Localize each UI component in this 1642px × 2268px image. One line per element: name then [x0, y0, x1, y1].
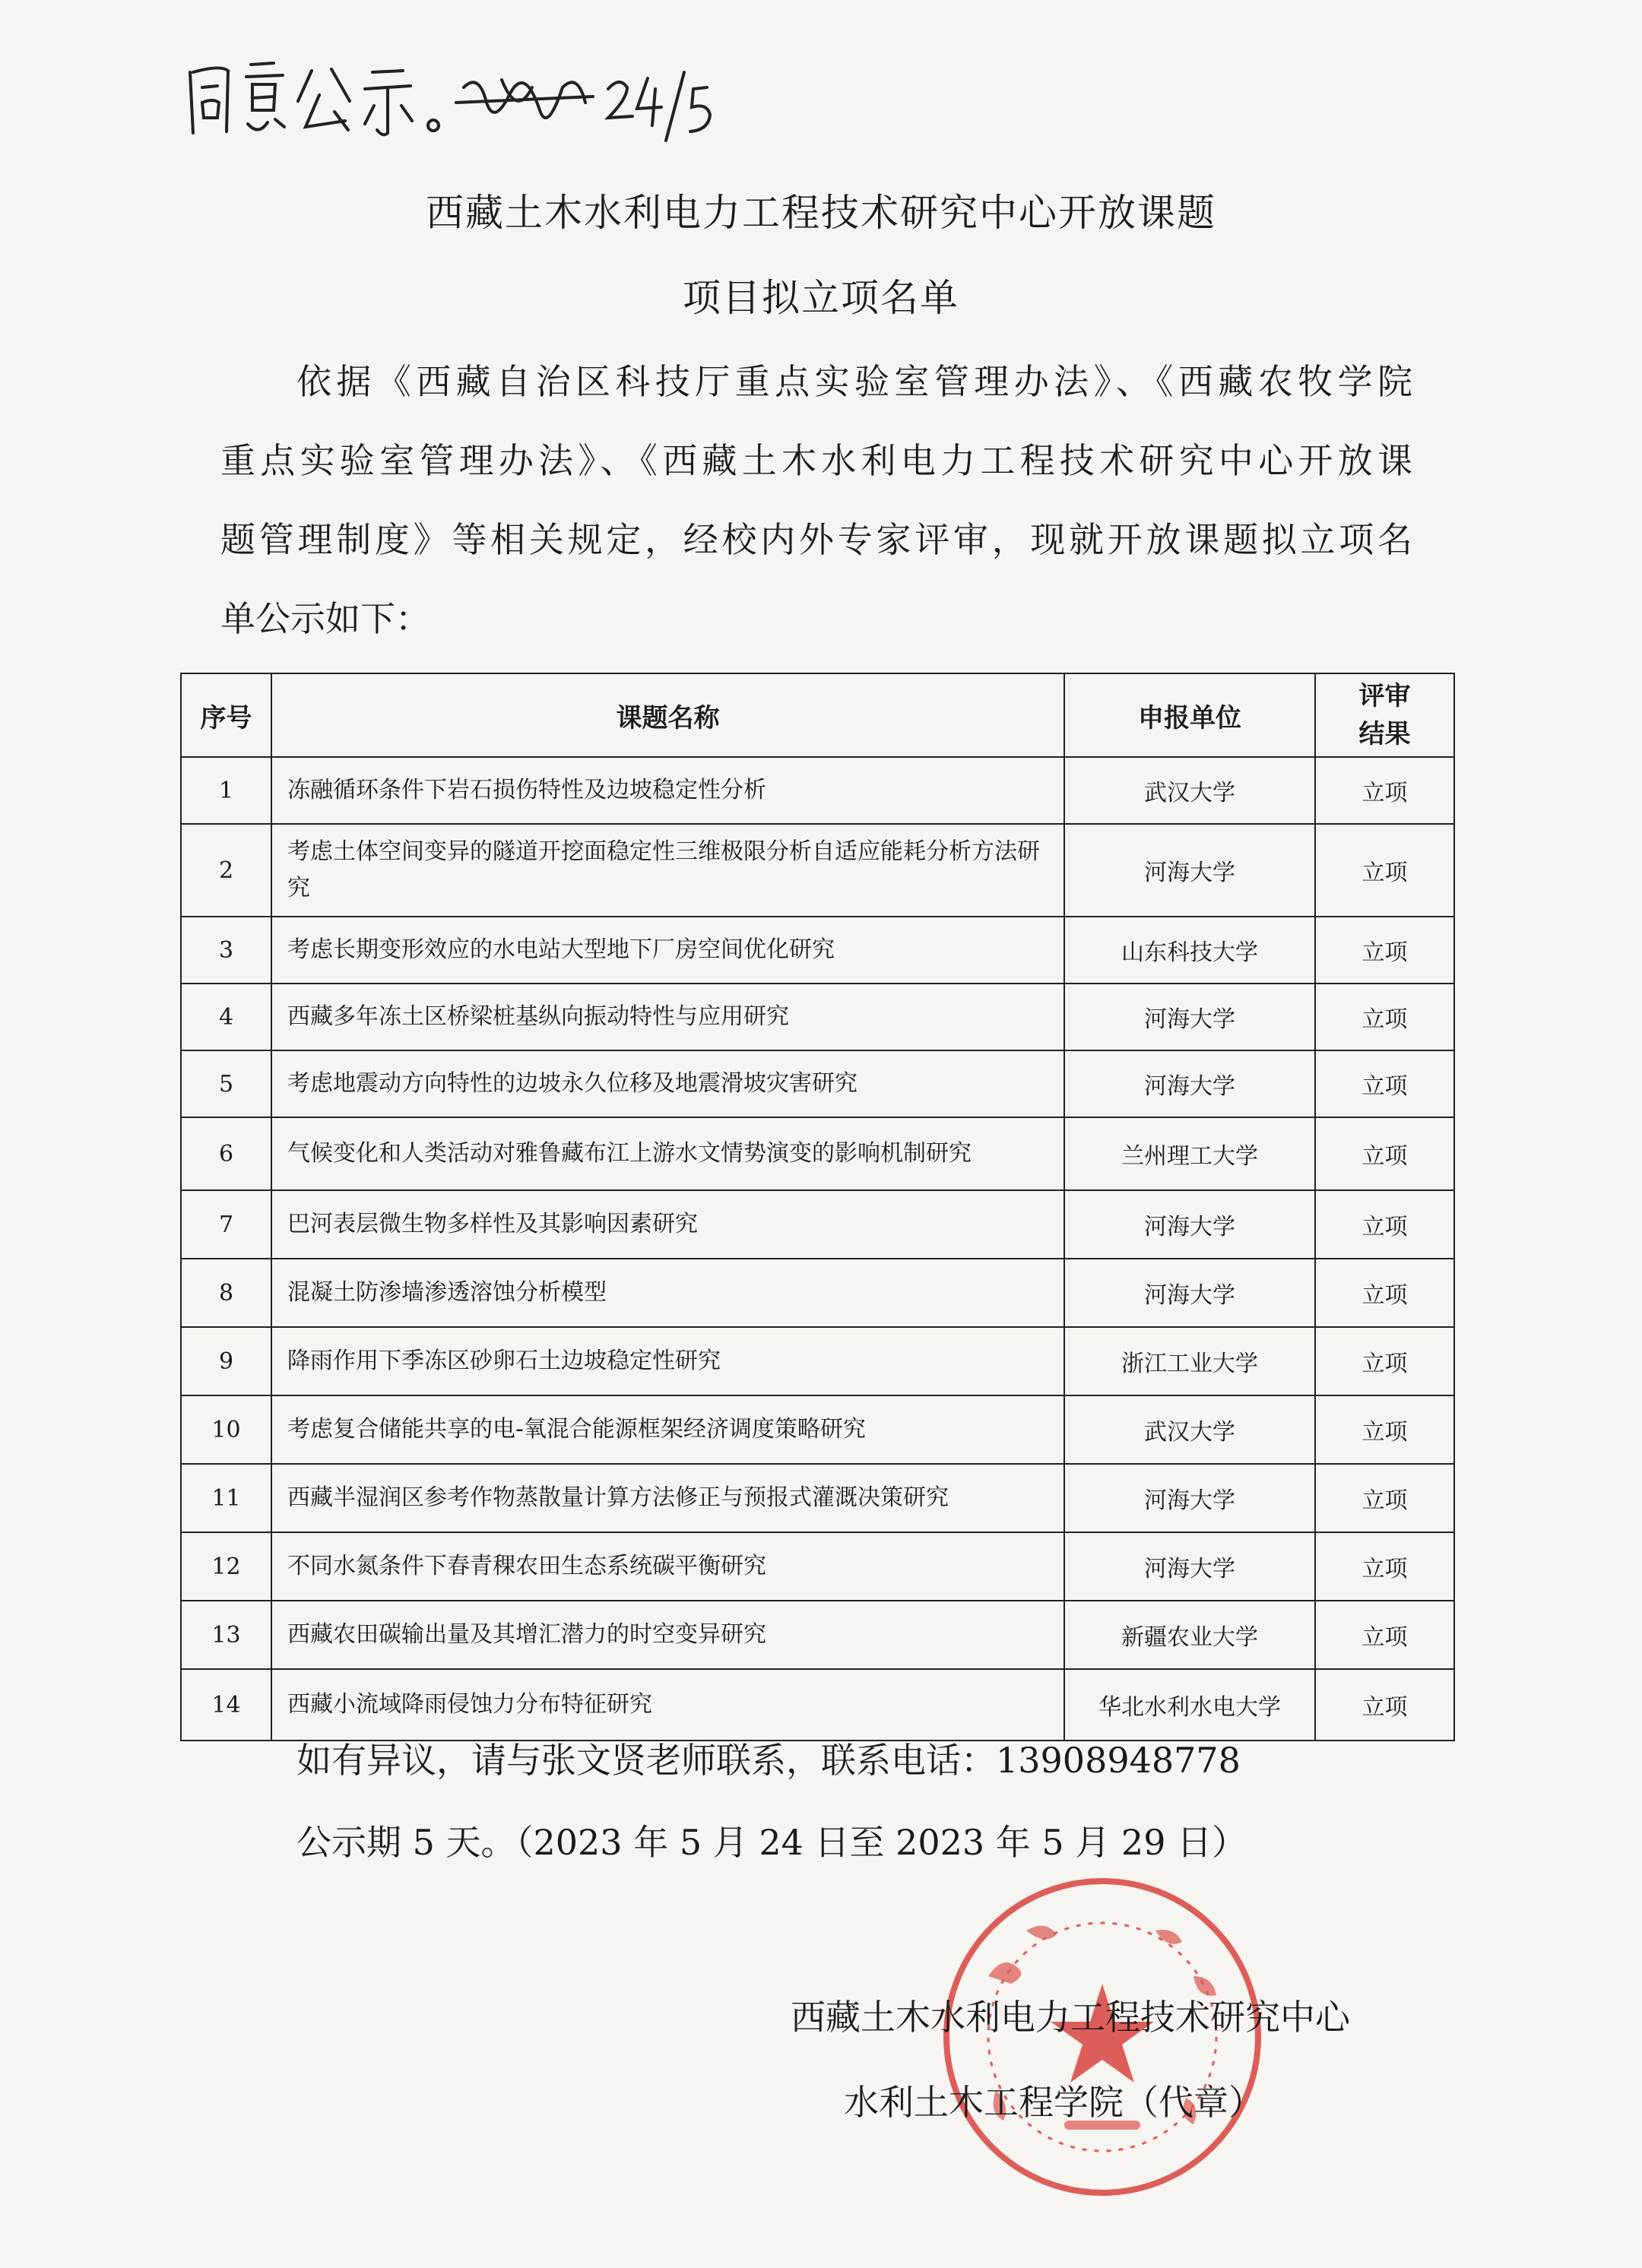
row-project-name: 混凝土防渗墙渗透溶蚀分析模型: [271, 1259, 1064, 1327]
row-project-name: 降雨作用下季冻区砂卵石土边坡稳定性研究: [271, 1327, 1064, 1395]
row-review-result: 立项: [1315, 1117, 1454, 1190]
row-index: 4: [181, 984, 271, 1050]
row-review-result: 立项: [1315, 1050, 1454, 1117]
row-applicant-unit: 河海大学: [1064, 1190, 1315, 1259]
row-project-name: 考虑土体空间变异的隧道开挖面稳定性三维极限分析自适应能耗分析方法研究: [271, 824, 1064, 917]
header-applicant-unit: 申报单位: [1064, 673, 1315, 757]
row-review-result: 立项: [1315, 757, 1454, 824]
row-applicant-unit: 兰州理工大学: [1064, 1117, 1315, 1190]
row-review-result: 立项: [1315, 1601, 1454, 1669]
row-applicant-unit: 浙江工业大学: [1064, 1327, 1315, 1395]
row-project-name: 气候变化和人类活动对雅鲁藏布江上游水文情势演变的影响机制研究: [271, 1117, 1064, 1190]
row-index: 8: [181, 1259, 271, 1327]
row-project-name: 考虑长期变形效应的水电站大型地下厂房空间优化研究: [271, 917, 1064, 984]
handwriting-image: [182, 42, 760, 156]
header-project-name: 课题名称: [271, 673, 1064, 757]
row-project-name: 巴河表层微生物多样性及其影响因素研究: [271, 1190, 1064, 1259]
row-index: 10: [181, 1395, 271, 1464]
header-index: 序号: [181, 673, 271, 757]
table-row: [181, 984, 1454, 1050]
row-review-result: 立项: [1315, 824, 1454, 917]
table-row: [181, 757, 1454, 824]
row-review-result: 立项: [1315, 1190, 1454, 1259]
document-subtitle: 项目拟立项名单: [683, 276, 959, 320]
table-header-row: [181, 673, 1454, 757]
row-review-result: 立项: [1315, 1532, 1454, 1601]
signature-college-name: 水利土木工程学院（代章）: [844, 2082, 1263, 2123]
row-index: 6: [181, 1117, 271, 1190]
row-applicant-unit: 河海大学: [1064, 1464, 1315, 1532]
row-index: 2: [181, 824, 271, 917]
table-row: [181, 1532, 1454, 1601]
row-applicant-unit: 河海大学: [1064, 1532, 1315, 1601]
row-applicant-unit: 河海大学: [1064, 984, 1315, 1050]
table-row: [181, 1327, 1454, 1395]
header-review-result-line2: 结果: [1358, 719, 1411, 749]
intro-line: 题管理制度》等相关规定，经校内外专家评审，现就开放课题拟立项名: [220, 519, 1412, 560]
intro-line: 依据《西藏自治区科技厅重点实验室管理办法》、《西藏农牧学院: [296, 361, 1412, 402]
row-project-name: 冻融循环条件下岩石损伤特性及边坡稳定性分析: [271, 757, 1064, 824]
row-applicant-unit: 新疆农业大学: [1064, 1601, 1315, 1669]
row-index: 11: [181, 1464, 271, 1532]
row-index: 7: [181, 1190, 271, 1259]
row-index: 12: [181, 1532, 271, 1601]
row-review-result: 立项: [1315, 917, 1454, 984]
table-row: [181, 1117, 1454, 1190]
handwritten-approval-note: [182, 42, 760, 156]
row-review-result: 立项: [1315, 1464, 1454, 1532]
intro-paragraph: [220, 342, 1412, 658]
row-applicant-unit: 华北水利水电大学: [1064, 1669, 1315, 1741]
table-row: [181, 1395, 1454, 1464]
row-applicant-unit: 河海大学: [1064, 1259, 1315, 1327]
table-row: [181, 1259, 1454, 1327]
table-row: [181, 824, 1454, 917]
table-row: [181, 917, 1454, 984]
row-index: 14: [181, 1669, 271, 1741]
row-index: 9: [181, 1327, 271, 1395]
document-title: 西藏土木水利电力工程技术研究中心开放课题: [426, 191, 1216, 235]
row-review-result: 立项: [1315, 1259, 1454, 1327]
row-project-name: 西藏多年冻土区桥梁桩基纵向振动特性与应用研究: [271, 984, 1064, 1050]
header-review-result-line1: 评审: [1358, 681, 1411, 711]
table-row: [181, 1601, 1454, 1669]
row-applicant-unit: 武汉大学: [1064, 757, 1315, 824]
table-row: [181, 1464, 1454, 1532]
row-review-result: 立项: [1315, 1669, 1454, 1741]
row-project-name: 考虑地震动方向特性的边坡永久位移及地震滑坡灾害研究: [271, 1050, 1064, 1117]
signature-center-name: 西藏土木水利电力工程技术研究中心: [791, 1997, 1350, 2038]
publicity-period: 公示期 5 天。（2023 年 5 月 24 日至 2023 年 5 月 29 日）: [296, 1822, 1247, 1863]
row-project-name: 不同水氮条件下春青稞农田生态系统碳平衡研究: [271, 1532, 1064, 1601]
row-project-name: 西藏农田碳输出量及其增汇潜力的时空变异研究: [271, 1601, 1064, 1669]
row-applicant-unit: 河海大学: [1064, 824, 1315, 917]
row-project-name: 西藏小流域降雨侵蚀力分布特征研究: [271, 1669, 1064, 1741]
intro-line: 单公示如下：: [220, 598, 430, 639]
table-row: [181, 1050, 1454, 1117]
table-body: [181, 757, 1454, 1741]
contact-line: 如有异议，请与张文贤老师联系，联系电话：13908948778: [296, 1740, 1241, 1781]
row-project-name: 考虑复合储能共享的电-氧混合能源框架经济调度策略研究: [271, 1395, 1064, 1464]
project-list-table: [180, 673, 1455, 1741]
table-row: [181, 1190, 1454, 1259]
header-review-result: [1315, 673, 1454, 757]
intro-line: 重点实验室管理办法》、《西藏土木水利电力工程技术研究中心开放课: [220, 440, 1412, 481]
row-review-result: 立项: [1315, 1327, 1454, 1395]
row-review-result: 立项: [1315, 984, 1454, 1050]
row-index: 3: [181, 917, 271, 984]
row-applicant-unit: 河海大学: [1064, 1050, 1315, 1117]
row-applicant-unit: 武汉大学: [1064, 1395, 1315, 1464]
row-index: 5: [181, 1050, 271, 1117]
row-review-result: 立项: [1315, 1395, 1454, 1464]
row-applicant-unit: 山东科技大学: [1064, 917, 1315, 984]
row-index: 1: [181, 757, 271, 824]
table-row: [181, 1669, 1454, 1741]
row-index: 13: [181, 1601, 271, 1669]
row-project-name: 西藏半湿润区参考作物蒸散量计算方法修正与预报式灌溉决策研究: [271, 1464, 1064, 1532]
